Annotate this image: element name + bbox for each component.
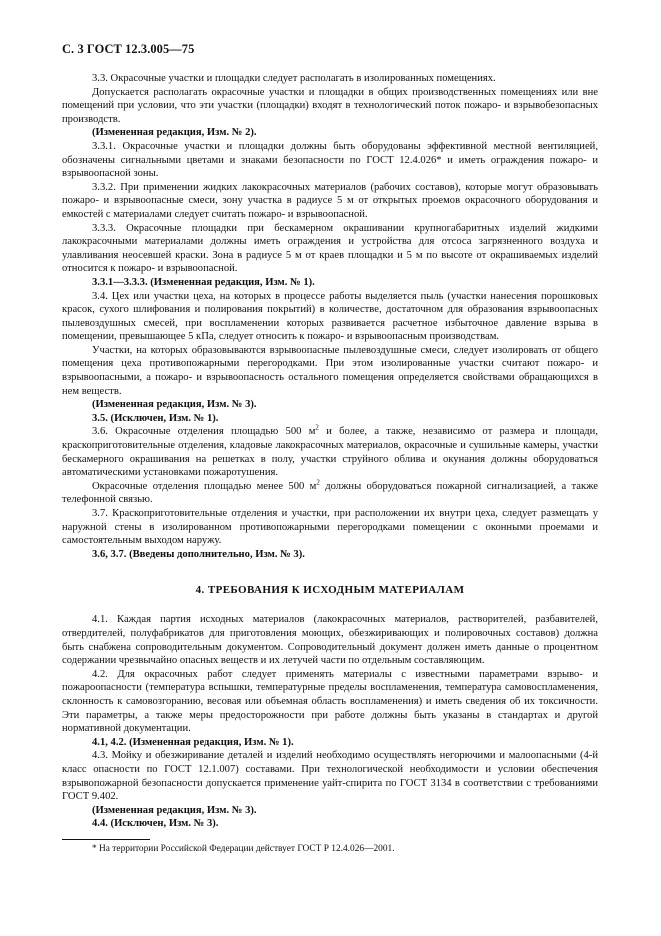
paragraph-3-4-note: Участки, на которых образовываются взрывоопасные пылевоздушные смеси, следует изолировать от общего помещения цеха противопожарными перегородками. При этом изолированные участки считают пожаро- и взрывоопасными, а пожаро- и взрывоопасность остального помещения определяется свойствами обращающихся в нем веществ.: [62, 344, 598, 397]
page-header: С. 3 ГОСТ 12.3.005—75: [62, 42, 195, 56]
paragraph-3-5: 3.5. (Исключен, Изм. № 1).: [92, 412, 219, 424]
paragraph-3-6-note-end: должны оборудоваться пожарной сигнализацией, а также телефонной связью.: [62, 480, 598, 506]
section-title: 4. ТРЕБОВАНИЯ К ИСХОДНЫМ МАТЕРИАЛАМ: [195, 584, 465, 597]
amendment-note: (Измененная редакция, Изм. № 3).: [92, 804, 257, 816]
paragraph-3-3-3: 3.3.3. Окрасочные площадки при бескамерном окрашивании крупногабаритных изделий жидкими лакокрасочными материалами должны иметь ограждения и устройства для отсоса загрязненного воздуха и улавливания неосевшей краски. Зона в радиусе 5 м от краев площадки и 5 м по высоте от окрашиваемых изделий относится к пожаро- и взрывоопасной.: [62, 222, 598, 275]
amendment-note: (Измененная редакция, Изм. № 2).: [92, 127, 257, 139]
paragraph-3-3: 3.3. Окрасочные участки и площадки следует располагать в изолированных помещениях.: [92, 73, 496, 84]
paragraph-3-6-note: [62, 480, 598, 507]
paragraph-4-3: 4.3. Мойку и обезжиривание деталей и изделий необходимо осуществлять негорючими и малоопасными (4-й класс опасности по ГОСТ 12.1.007) составами. При технологической необходимости и условии обеспечения взрывопожарной безопасности допускается применение уайт-спирита по ГОСТ 3134 в соответствии с требованиями ГОСТ 9.402.: [62, 750, 598, 803]
superscript: 2: [315, 423, 319, 432]
paragraph-3-6-start: 3.6. Окрасочные отделения площадью 500 м: [92, 426, 316, 438]
document-page: [62, 42, 598, 855]
paragraph-3-7: 3.7. Краскоприготовительные отделения и участки, при расположении их внутри цеха, следует размещать у наружной стены в изолированном противопожарными перегородками помещении с оконными проемами и самостоятельным выходом наружу.: [62, 508, 598, 547]
superscript: 2: [316, 478, 320, 487]
paragraph-3-3-note: Допускается располагать окрасочные участки и площадки в общих производственных помещениях или вне помещений при условии, что эти участки (площадки) входят в технологический поток пожаро- и взрывобезопасных производств.: [62, 86, 598, 125]
paragraph-3-3-2: 3.3.2. При применении жидких лакокрасочных материалов (рабочих составов), которые могут образовывать пожаро- и взрывоопасные смеси, зону участка в радиусе 5 м от открытых проемов окрасочного оборудования и емкостей с материалами следует считать пожаро- и взрывоопасной.: [62, 181, 598, 220]
paragraph-4-4: 4.4. (Исключен, Изм. № 3).: [92, 818, 219, 830]
amendment-note: 3.3.1—3.3.3. (Измененная редакция, Изм. № 1).: [92, 276, 315, 288]
paragraph-3-6-end: и более, а также, независимо от размера и площади, краскоприготовительные отделения, кладовые лакокрасочных материалов, окрасочные и сушильные камеры, участки бескамерного окрашивания на решетках в полу, участки струйного облива и окунания должны оборудоваться автоматическими установками пожаротушения.: [62, 426, 598, 479]
paragraph-3-6: [62, 425, 598, 479]
paragraph-4-2: 4.2. Для окрасочных работ следует применять материалы с известными параметрами взрыво- и пожароопасности (температура вспышки, температурные пределы воспламенения, температура самовоспламенения, склонность к самовозгоранию, весовая или объемная область воспламенения) и иметь сведения об их токсичности. Эти параметры, а также меры предосторожности при работе должны быть указаны в стандартах и другой нормативной документации.: [62, 668, 598, 735]
paragraph-3-3-1: 3.3.1. Окрасочные участки и площадки должны быть оборудованы эффективной местной вентиляцией, обозначены сигнальными цветами и знаками безопасности по ГОСТ 12.4.026* и иметь ограждения пожаро- и взрывоопасной зоны.: [62, 140, 598, 180]
amendment-note: 4.1, 4.2. (Измененная редакция, Изм. № 1).: [92, 736, 294, 748]
paragraph-3-4: 3.4. Цех или участки цеха, на которых в процессе работы выделяется пыль (участки нанесения порошковых красок, сухого шлифования и полирования покрытий) в количестве, достаточном для образования взрывоопасных пылевоздушных смесей, при воспламенении которых развивается расчетное избыточное давление взрыва в помещении, превышающее 5 кПа, следует относить к пожаро- и взрывоопасным производствам.: [62, 290, 598, 343]
amendment-note: (Измененная редакция, Изм. № 3).: [92, 399, 257, 411]
footnote-divider: [62, 839, 150, 840]
footnote: * На территории Российской Федерации действует ГОСТ Р 12.4.026—2001.: [92, 843, 395, 854]
amendment-note: 3.6, 3.7. (Введены дополнительно, Изм. № 3).: [92, 548, 305, 560]
paragraph-4-1: 4.1. Каждая партия исходных материалов (лакокрасочных материалов, растворителей, разбавителей, отвердителей, полуфабрикатов для приготовления моющих, обезжиривающих и полировочных составов) должна быть снабжена сопроводительным документом. Сопроводительный документ должен иметь данные о процентном содержании чрезвычайно опасных веществ и их летучей части по отдельным составляющим.: [62, 614, 598, 667]
paragraph-3-6-note-start: Окрасочные отделения площадью менее 500 м: [92, 480, 317, 492]
